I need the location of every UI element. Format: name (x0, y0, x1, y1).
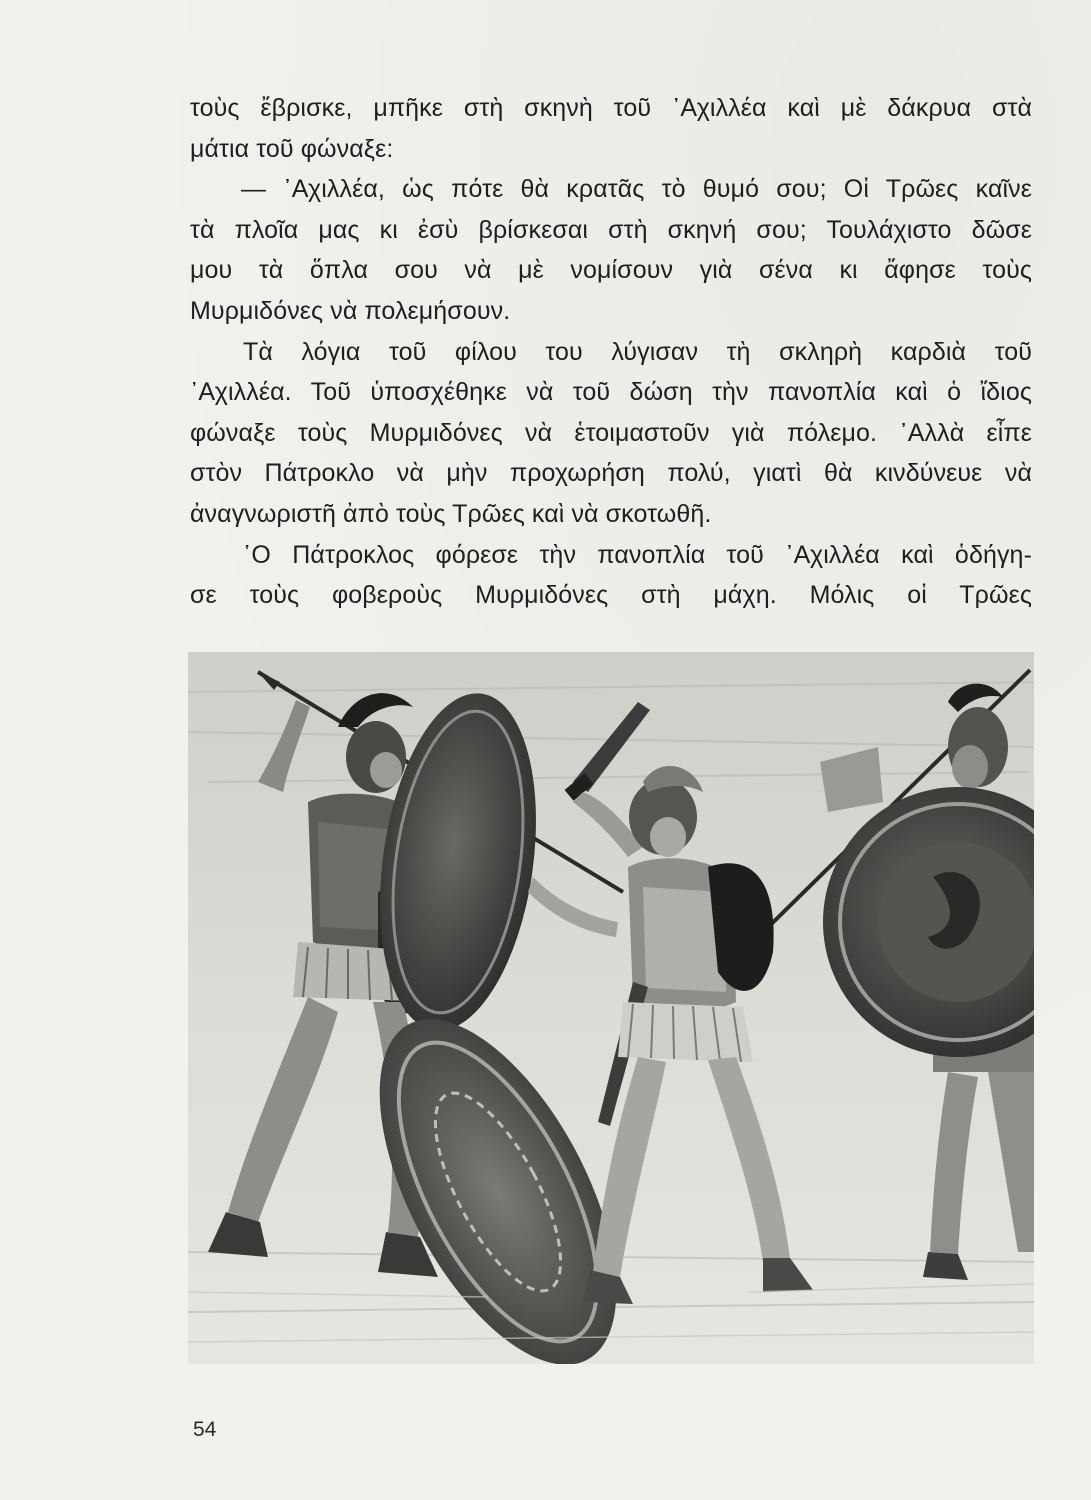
text-line: μάτια τοῦ φώναξε: (190, 134, 394, 163)
text-line: τὰ πλοῖα μας κι ἐσὺ βρίσκεσαι στὴ σκηνή σου; Τουλάχιστο δῶσε (190, 215, 1032, 244)
body-text (190, 88, 1032, 616)
page-number: 54 (193, 1418, 217, 1441)
text-line: στὸν Πάτροκλο νὰ μὴν προχωρήση πολύ, γιατὶ θὰ κινδύνευε νὰ (190, 459, 1032, 488)
text-line: τοὺς ἔβρισκε, μπῆκε στὴ σκηνὴ τοῦ ᾿Αχιλλέα καὶ μὲ δάκρυα στὰ (190, 94, 1032, 122)
text-line: — ᾿Αχιλλέα, ὡς πότε θὰ κρατᾶς τὸ θυμό σου; Οἱ Τρῶες καῖνε (241, 175, 1032, 204)
text-line: φώναξε τοὺς Μυρμιδόνες νὰ ἑτοιμαστοῦν γιὰ πόλεμο. ᾿Αλλὰ εἶπε (190, 418, 1032, 447)
text-line: ᾿Αχιλλέα. Τοῦ ὑποσχέθηκε νὰ τοῦ δώση τὴν πανοπλία καὶ ὁ ἴδιος (190, 378, 1032, 407)
text-line: σε τοὺς φοβεροὺς Μυρμιδόνες στὴ μάχη. Μόλις οἱ Τρῶες (190, 581, 1032, 610)
text-line: Τὰ λόγια τοῦ φίλου του λύγισαν τὴ σκληρὴ καρδιὰ τοῦ (243, 337, 1032, 366)
text-line: Μυρμιδόνες νὰ πολεμήσουν. (190, 296, 511, 325)
text-line: ἀναγνωριστῆ ἀπὸ τοὺς Τρῶες καὶ νὰ σκοτωθῆ. (190, 499, 712, 528)
illustration-warriors (188, 652, 1034, 1364)
text-line: μου τὰ ὅπλα σου νὰ μὲ νομίσουν γιὰ σένα κι ἄφησε τοὺς (190, 256, 1032, 285)
text-line: ῾Ο Πάτροκλος φόρεσε τὴν πανοπλία τοῦ ᾿Αχιλλέα καὶ ὁδήγη- (243, 540, 1032, 569)
